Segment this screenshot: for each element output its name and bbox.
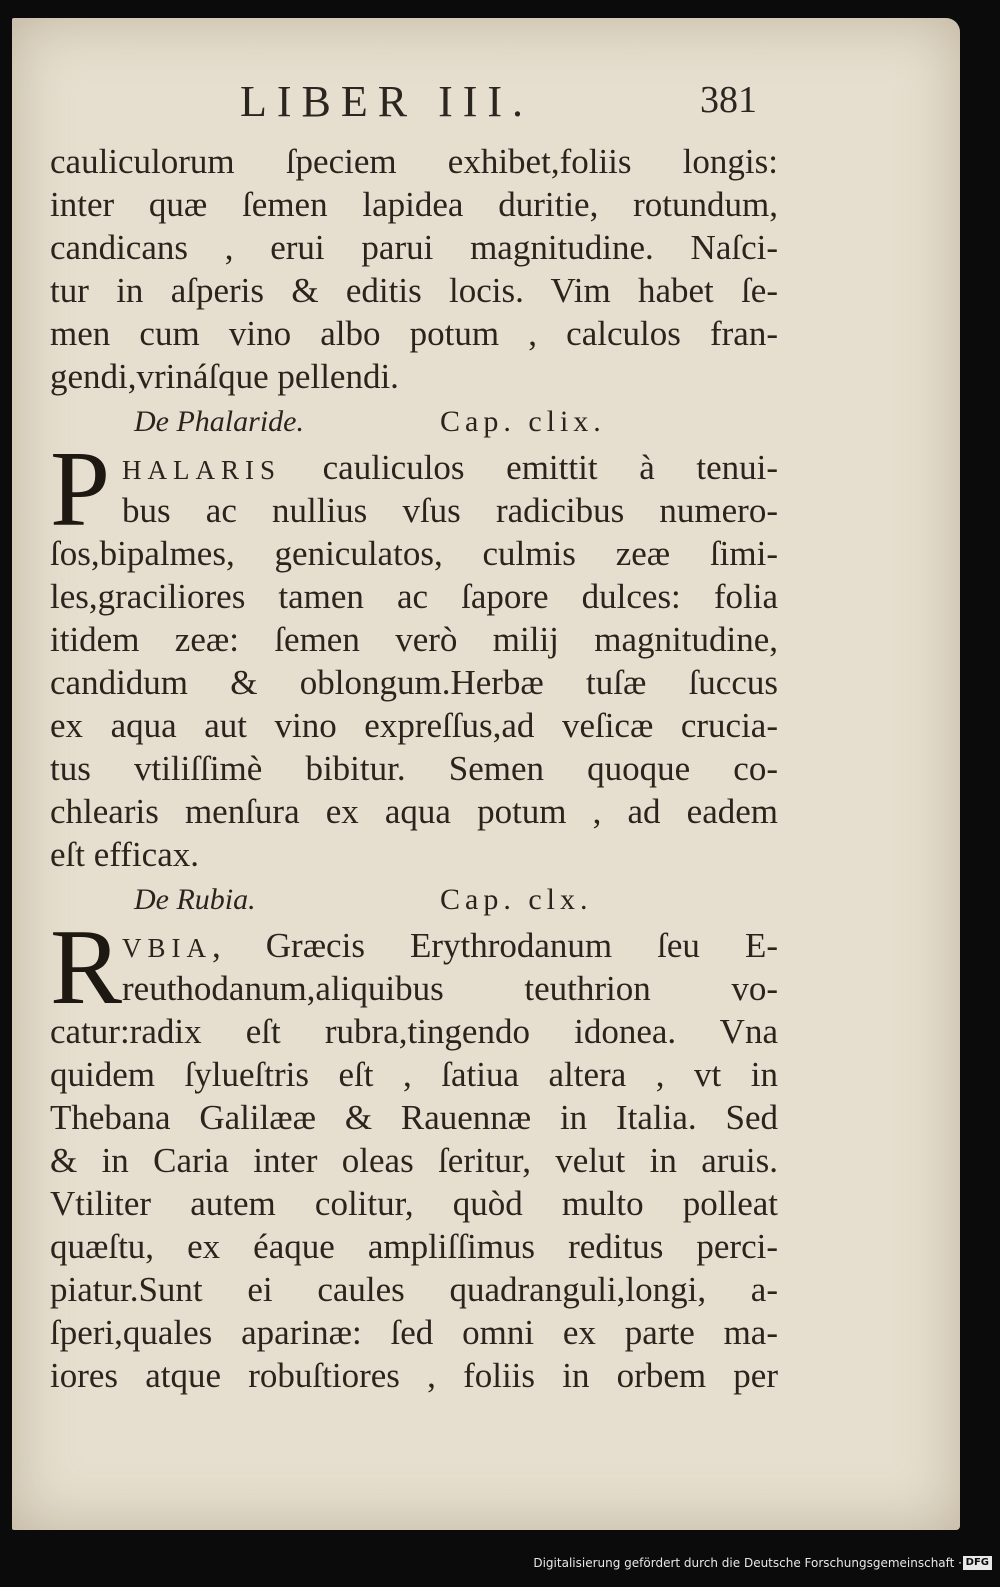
running-title: LIBER III.	[240, 77, 534, 126]
funding-note: Digitalisierung gefördert durch die Deutsche Forschungsgemeinschaft ·	[533, 1556, 962, 1570]
text-line: ſos,bipalmes, geniculatos, culmis zeæ ſimi-	[50, 534, 778, 573]
page-header	[12, 76, 960, 136]
chapter-number: Cap. clix.	[440, 405, 606, 438]
text-line: ex aqua aut vino expreſſus,ad veſicæ crucia-	[50, 706, 778, 745]
drop-cap: R	[50, 908, 123, 1027]
chapter-title: De Rubia.	[134, 883, 256, 916]
text-line: quidem ſylueſtris eſt , ſatiua altera , vt in	[50, 1055, 778, 1094]
text-line: bus ac nullius vſus radicibus numero-	[122, 491, 778, 530]
text-line: inter quæ ſemen lapidea duritie, rotundum,	[50, 185, 778, 224]
text-line: candidum & oblongum.Herbæ tuſæ ſuccus	[50, 663, 778, 702]
lead-word: VBIA	[122, 933, 212, 963]
text-line: cauliculorum ſpeciem exhibet,foliis longis:	[50, 142, 778, 181]
chapter-paragraph-159	[50, 430, 778, 876]
text-line: catur:radix eſt rubra,tingendo idonea. Vna	[50, 1012, 778, 1051]
text-line	[50, 446, 778, 489]
lead-word: HALARIS	[122, 455, 282, 485]
text-line: Vtiliter autem colitur, quòd multo polleat	[50, 1184, 778, 1223]
text-line: quæſtu, ex éaque ampliſſimus reditus perci-	[50, 1227, 778, 1266]
chapter-paragraph-160	[50, 908, 778, 1397]
page-number: 381	[700, 79, 757, 121]
text-line: & in Caria inter oleas ſeritur, velut in aruis.	[50, 1141, 778, 1180]
chapter-number: Cap. clx.	[440, 883, 593, 916]
text-line: les,graciliores tamen ac ſapore dulces: folia	[50, 577, 778, 616]
text-line: piatur.Sunt ei caules quadranguli,longi, a-	[50, 1270, 778, 1309]
chapter-heading-160	[50, 876, 778, 924]
chapter-heading-159	[50, 398, 778, 446]
text-line: iores atque robuſtiores , foliis in orbem per	[50, 1356, 778, 1395]
text-line: ſperi,quales aparinæ: ſed omni ex parte ma-	[50, 1313, 778, 1352]
drop-cap: P	[50, 430, 111, 549]
text-line: Thebana Galilææ & Rauennæ in Italia. Sed	[50, 1098, 778, 1137]
text-line: tur in aſperis & editis locis. Vim habet ſe-	[50, 271, 778, 310]
text-line: men cum vino albo potum , calculos fran-	[50, 314, 778, 353]
line-rest: cauliculos emittit à tenui-	[281, 448, 778, 487]
text-line: itidem zeæ: ſemen verò milij magnitudine,	[50, 620, 778, 659]
line-rest: , Græcis Erythrodanum ſeu E-	[212, 926, 778, 965]
text-line: reuthodanum,aliquibus teuthrion vo-	[122, 969, 778, 1008]
text-line: chlearis menſura ex aqua potum , ad eadem	[50, 792, 778, 831]
text-line	[50, 924, 778, 967]
text-line: tus vtiliſſimè bibitur. Semen quoque co-	[50, 749, 778, 788]
dfg-logo: DFG	[963, 1556, 992, 1570]
text-line: eſt efficax.	[50, 835, 199, 874]
text-line: candicans , erui parui magnitudine. Naſci-	[50, 228, 778, 267]
book-page	[12, 18, 960, 1530]
body-text	[50, 140, 778, 1397]
chapter-title: De Phalaride.	[134, 405, 304, 438]
text-line: gendi,vrináſque pellendi.	[50, 357, 399, 396]
